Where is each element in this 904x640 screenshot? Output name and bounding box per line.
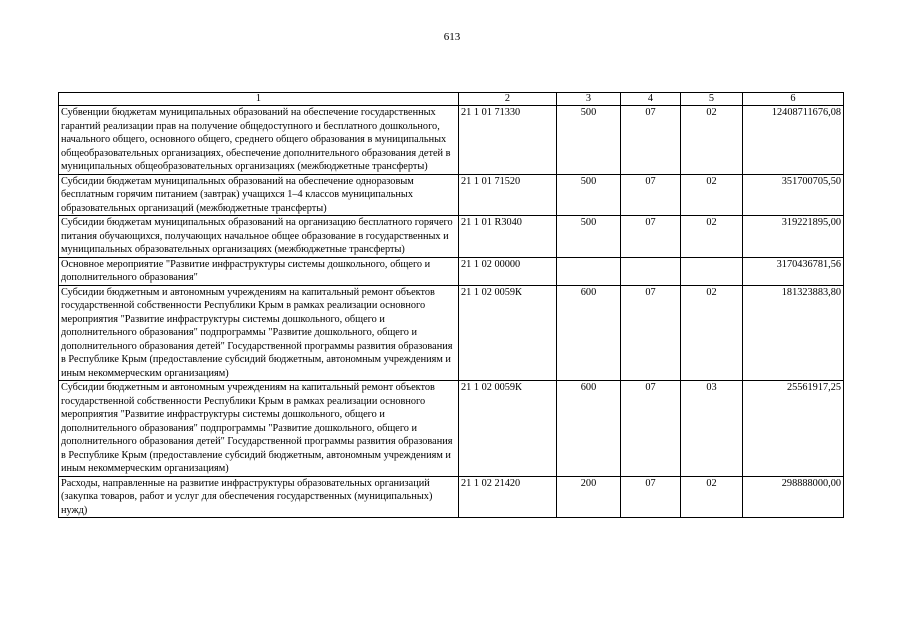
row-name: Субсидии бюджетам муниципальных образований на организацию бесплатного горячего питания обучающихся, получающих начальное общее образование в государственных и муниципальных образовательных организациях (межбюджетные трансферты) (59, 216, 459, 258)
table-row (59, 257, 844, 285)
row-code: 21 1 02 00000 (459, 257, 557, 285)
column-header-6: 6 (743, 93, 844, 106)
row-name: Субвенции бюджетам муниципальных образований на обеспечение государственных гарантий реализации прав на получение общедоступного и бесплатного дошкольного, начального общего, основного общего, среднего общего образования в муниципальных общеобразовательных организациях, обеспечение дополнительного образования детей в муниципальных общеобразовательных организациях (межбюджетные трансферты) (59, 106, 459, 175)
table-row (59, 216, 844, 258)
row-name: Расходы, направленные на развитие инфраструктуры образовательных организаций (закупка товаров, работ и услуг для обеспечения государственных (муниципальных) нужд) (59, 476, 459, 518)
row-sum: 319221895,00 (743, 216, 844, 258)
row-rz: 07 (621, 106, 681, 175)
row-code: 21 1 02 0059К (459, 381, 557, 477)
column-header-5: 5 (681, 93, 743, 106)
row-code: 21 1 02 0059К (459, 285, 557, 381)
row-sum: 25561917,25 (743, 381, 844, 477)
row-vid (557, 257, 621, 285)
row-rz: 07 (621, 381, 681, 477)
column-header-4: 4 (621, 93, 681, 106)
column-header-3: 3 (557, 93, 621, 106)
row-vid: 500 (557, 106, 621, 175)
column-header-2: 2 (459, 93, 557, 106)
row-name: Субсидии бюджетным и автономным учреждениям на капитальный ремонт объектов государственной собственности Республики Крым в рамках реализации основного мероприятия "Развитие инфраструктуры системы дошкольного, общего и дополнительного образования" подпрограммы "Развитие дошкольного, общего и дополнительного образования детей" Государственной программы развития образования в Республике Крым (предоставление субсидий бюджетным, автономным учреждениям и иным некоммерческим организациям) (59, 285, 459, 381)
table-row (59, 106, 844, 175)
row-pr: 02 (681, 174, 743, 216)
row-pr: 02 (681, 106, 743, 175)
row-code: 21 1 01 71330 (459, 106, 557, 175)
row-rz (621, 257, 681, 285)
row-vid: 500 (557, 216, 621, 258)
row-code: 21 1 02 21420 (459, 476, 557, 518)
page-number: 613 (443, 31, 461, 43)
table-row (59, 285, 844, 381)
row-rz: 07 (621, 285, 681, 381)
table-row (59, 476, 844, 518)
row-pr (681, 257, 743, 285)
row-vid: 500 (557, 174, 621, 216)
row-rz: 07 (621, 174, 681, 216)
row-name: Основное мероприятие "Развитие инфраструктуры системы дошкольного, общего и дополнительного образования" (59, 257, 459, 285)
row-pr: 03 (681, 381, 743, 477)
row-pr: 02 (681, 216, 743, 258)
row-pr: 02 (681, 476, 743, 518)
row-pr: 02 (681, 285, 743, 381)
row-rz: 07 (621, 476, 681, 518)
row-sum: 3170436781,56 (743, 257, 844, 285)
table-row (59, 381, 844, 477)
column-header-1: 1 (59, 93, 459, 106)
row-rz: 07 (621, 216, 681, 258)
row-code: 21 1 01 71520 (459, 174, 557, 216)
row-vid: 600 (557, 381, 621, 477)
table-header-row (59, 93, 844, 106)
budget-table (58, 92, 844, 518)
row-vid: 200 (557, 476, 621, 518)
row-sum: 351700705,50 (743, 174, 844, 216)
row-name: Субсидии бюджетным и автономным учреждениям на капитальный ремонт объектов государственной собственности Республики Крым в рамках реализации основного мероприятия "Развитие инфраструктуры системы дошкольного, общего и дополнительного образования" подпрограммы "Развитие дошкольного, общего и дополнительного образования детей" Государственной программы развития образования в Республике Крым (предоставление субсидий бюджетным, автономным учреждениям и иным некоммерческим организациям) (59, 381, 459, 477)
row-sum: 12408711676,08 (743, 106, 844, 175)
row-sum: 181323883,80 (743, 285, 844, 381)
row-sum: 298888000,00 (743, 476, 844, 518)
table-row (59, 174, 844, 216)
row-name: Субсидии бюджетам муниципальных образований на обеспечение одноразовым бесплатным горячим питанием (завтрак) учащихся 1–4 классов муниципальных образовательных организаций (межбюджетные трансферты) (59, 174, 459, 216)
row-vid: 600 (557, 285, 621, 381)
row-code: 21 1 01 R3040 (459, 216, 557, 258)
